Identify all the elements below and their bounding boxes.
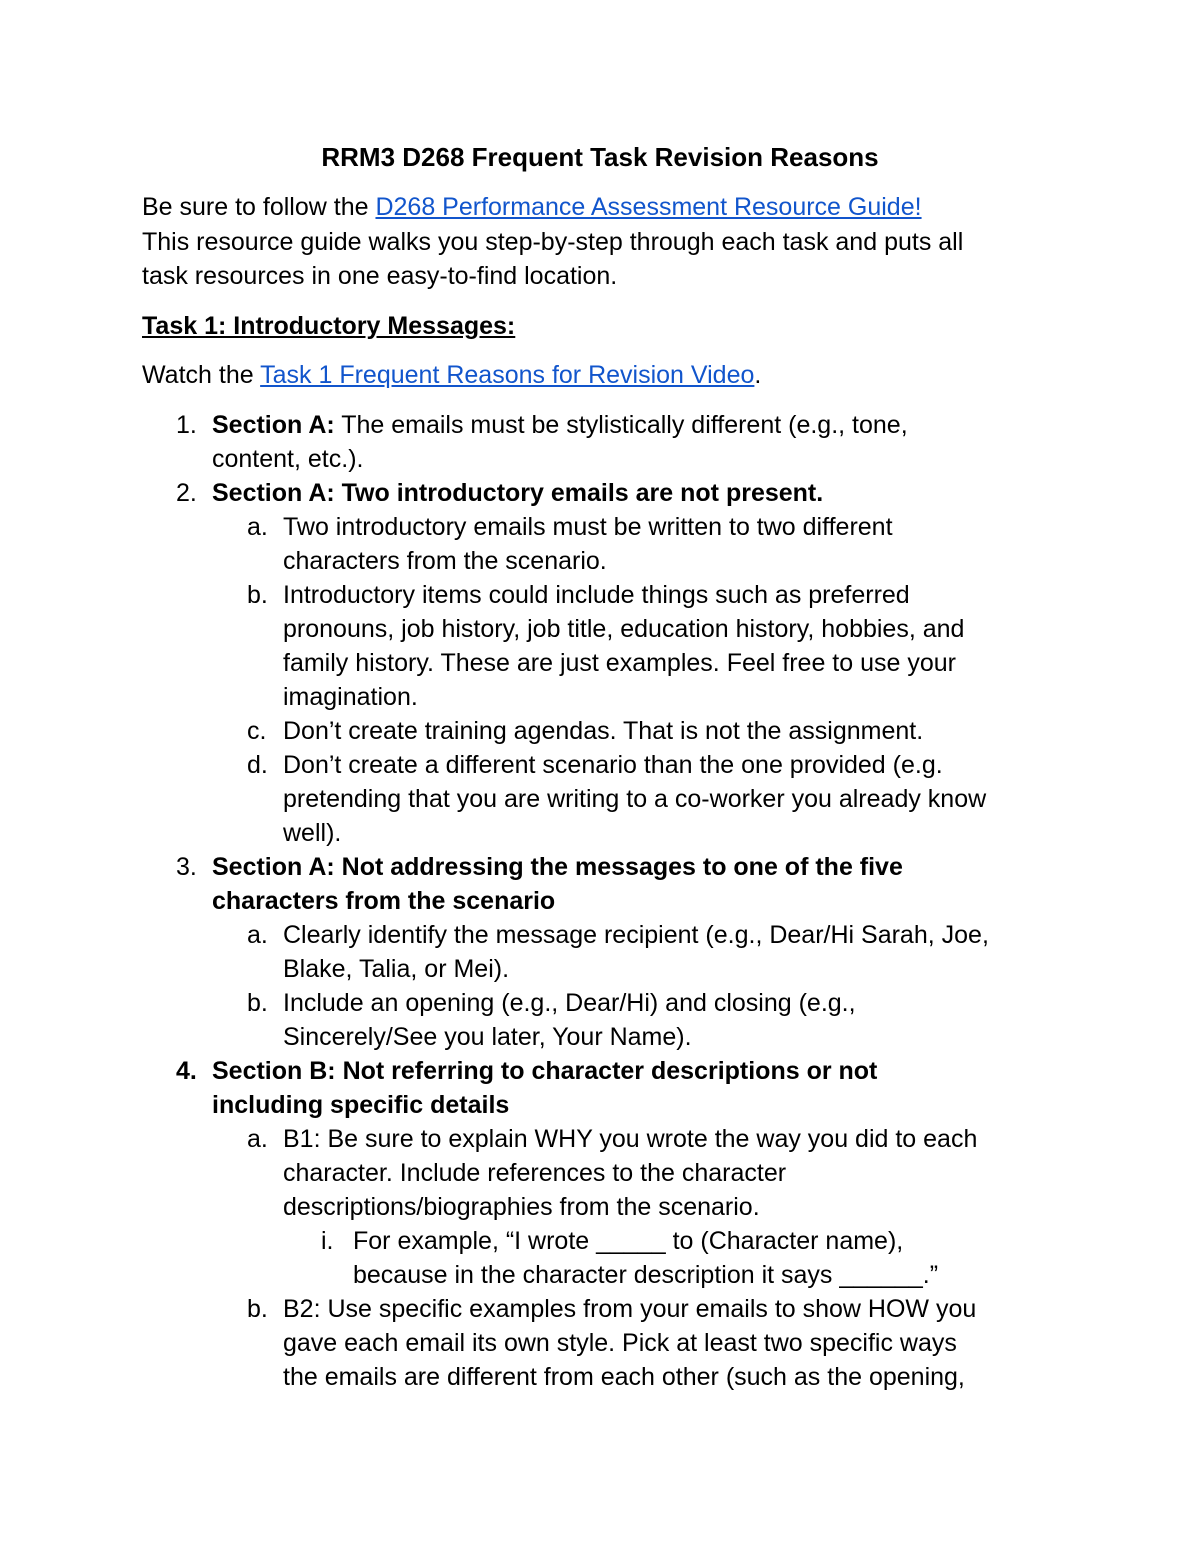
intro-line-3: task resources in one easy-to-find location. <box>142 262 618 290</box>
item-4b-letter: b. <box>247 1295 268 1323</box>
item-2a-line-1: Two introductory emails must be written to two different <box>283 513 893 541</box>
item-4a-line-1: B1: Be sure to explain WHY you wrote the way you did to each <box>283 1125 978 1153</box>
item-3a-letter: a. <box>247 921 268 949</box>
item-4a-line-3: descriptions/biographies from the scenario. <box>283 1193 760 1221</box>
watch-line <box>142 360 761 390</box>
intro-line-1 <box>142 192 922 222</box>
item-1-line-1 <box>212 410 908 440</box>
item-3b-line-2: Sincerely/See you later, Your Name). <box>283 1023 692 1051</box>
item-2a-letter: a. <box>247 513 268 541</box>
item-3b-letter: b. <box>247 989 268 1017</box>
item-2b-line-3: family history. These are just examples. Feel free to use your <box>283 649 956 677</box>
item-1-text: The emails must be stylistically different (e.g., tone, <box>334 411 908 439</box>
resource-guide-link[interactable]: D268 Performance Assessment Resource Guide! <box>375 193 922 221</box>
item-2-number: 2. <box>176 479 197 507</box>
item-4b-line-1: B2: Use specific examples from your emails to show HOW you <box>283 1295 977 1323</box>
item-3a-line-1: Clearly identify the message recipient (e.g., Dear/Hi Sarah, Joe, <box>283 921 989 949</box>
item-1-number: 1. <box>176 411 197 439</box>
item-2b-line-2: pronouns, job history, job title, education history, hobbies, and <box>283 615 965 643</box>
item-3-line-1: Section A: Not addressing the messages to one of the five <box>212 853 903 881</box>
item-2d-line-1: Don’t create a different scenario than the one provided (e.g. <box>283 751 943 779</box>
item-3b-line-1: Include an opening (e.g., Dear/Hi) and closing (e.g., <box>283 989 856 1017</box>
item-3-line-2: characters from the scenario <box>212 887 556 915</box>
item-2c-letter: c. <box>247 717 267 745</box>
revision-video-link[interactable]: Task 1 Frequent Reasons for Revision Video <box>260 361 755 389</box>
item-2b-letter: b. <box>247 581 268 609</box>
item-4-number: 4. <box>176 1057 197 1085</box>
item-2a-line-2: characters from the scenario. <box>283 547 607 575</box>
item-4a-letter: a. <box>247 1125 268 1153</box>
item-4b-line-2: gave each email its own style. Pick at least two specific ways <box>283 1329 957 1357</box>
intro-prefix: Be sure to follow the <box>142 193 376 221</box>
item-4ai-line-1: For example, “I wrote _____ to (Character name), <box>353 1227 904 1255</box>
watch-prefix: Watch the <box>142 361 261 389</box>
item-3a-line-2: Blake, Talia, or Mei). <box>283 955 510 983</box>
task1-heading: Task 1: Introductory Messages: <box>142 312 516 340</box>
item-4a-line-2: character. Include references to the character <box>283 1159 787 1187</box>
document-title: RRM3 D268 Frequent Task Revision Reasons <box>321 142 879 172</box>
item-1-label: Section A: <box>212 411 335 439</box>
item-2d-line-3: well). <box>283 819 342 847</box>
item-2-line-1: Section A: Two introductory emails are not present. <box>212 479 824 507</box>
item-2b-line-4: imagination. <box>283 683 418 711</box>
item-2b-line-1: Introductory items could include things such as preferred <box>283 581 910 609</box>
item-4b-line-3: the emails are different from each other (such as the opening, <box>283 1363 965 1391</box>
watch-suffix: . <box>754 361 762 389</box>
item-4ai-numeral: i. <box>321 1227 334 1255</box>
item-2d-letter: d. <box>247 751 268 779</box>
item-2c-line-1: Don’t create training agendas. That is not the assignment. <box>283 717 924 745</box>
item-2d-line-2: pretending that you are writing to a co-worker you already know <box>283 785 987 813</box>
item-4-line-2: including specific details <box>212 1091 510 1119</box>
intro-line-2: This resource guide walks you step-by-step through each task and puts all <box>142 228 964 256</box>
item-3-number: 3. <box>176 853 197 881</box>
item-1-line-2: content, etc.). <box>212 445 364 473</box>
item-4-line-1: Section B: Not referring to character descriptions or not <box>212 1057 878 1085</box>
item-4ai-line-2: because in the character description it says ______.” <box>353 1261 939 1289</box>
